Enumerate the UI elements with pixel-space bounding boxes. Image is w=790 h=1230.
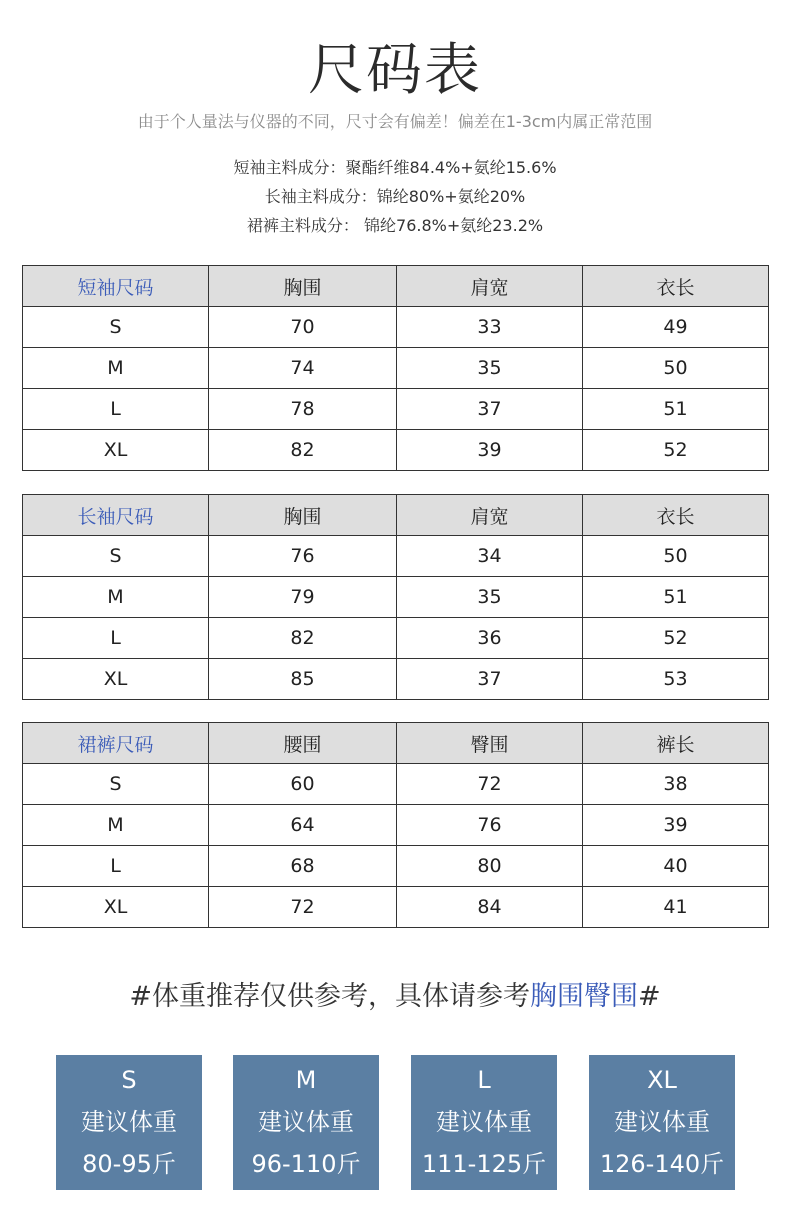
value-cell: 68 — [209, 846, 397, 887]
weight-card-m — [233, 1055, 379, 1190]
value-cell: 36 — [397, 618, 583, 659]
table-row — [23, 348, 769, 389]
card-range: 96-110斤 — [251, 1150, 361, 1178]
weight-card-xl — [589, 1055, 735, 1190]
size-cell: M — [23, 577, 209, 618]
value-cell: 37 — [397, 659, 583, 700]
value-cell: 39 — [583, 805, 769, 846]
note-prefix: #体重推荐仅供参考，具体请参考 — [129, 981, 530, 1012]
size-cell: M — [23, 805, 209, 846]
value-cell: 51 — [583, 389, 769, 430]
weight-card-l — [411, 1055, 557, 1190]
column-header: 衣长 — [583, 495, 769, 536]
value-cell: 76 — [209, 536, 397, 577]
card-range: 80-95斤 — [82, 1150, 176, 1178]
card-size: XL — [647, 1066, 677, 1094]
size-cell: XL — [23, 887, 209, 928]
value-cell: 80 — [397, 846, 583, 887]
card-label: 建议体重 — [258, 1108, 354, 1136]
size-cell: XL — [23, 659, 209, 700]
short-sleeve-size-table — [22, 265, 769, 471]
value-cell: 51 — [583, 577, 769, 618]
table-row — [23, 618, 769, 659]
value-cell: 53 — [583, 659, 769, 700]
value-cell: 35 — [397, 577, 583, 618]
table-row — [23, 430, 769, 471]
value-cell: 60 — [209, 764, 397, 805]
value-cell: 35 — [397, 348, 583, 389]
value-cell: 79 — [209, 577, 397, 618]
value-cell: 72 — [209, 887, 397, 928]
size-cell: S — [23, 307, 209, 348]
table-title: 短袖尺码 — [23, 266, 209, 307]
page-title: 尺码表 — [308, 38, 482, 103]
note-suffix: # — [638, 981, 661, 1012]
value-cell: 50 — [583, 348, 769, 389]
size-cell: S — [23, 536, 209, 577]
value-cell: 82 — [209, 430, 397, 471]
value-cell: 64 — [209, 805, 397, 846]
table-title: 裙裤尺码 — [23, 723, 209, 764]
size-cell: XL — [23, 430, 209, 471]
column-header: 胸围 — [209, 266, 397, 307]
note-highlight: 胸围臀围 — [530, 981, 638, 1012]
table-row — [23, 307, 769, 348]
column-header: 腰围 — [209, 723, 397, 764]
card-size: S — [121, 1066, 137, 1094]
value-cell: 74 — [209, 348, 397, 389]
card-size: L — [477, 1066, 491, 1094]
table-row — [23, 389, 769, 430]
fabric-long-sleeve: 长袖主料成分：锦纶80%+氨纶20% — [264, 187, 526, 206]
measurement-disclaimer: 由于个人量法与仪器的不同，尺寸会有偏差！偏差在1-3cm内属正常范围 — [137, 112, 653, 131]
value-cell: 33 — [397, 307, 583, 348]
column-header: 肩宽 — [397, 495, 583, 536]
column-header: 胸围 — [209, 495, 397, 536]
card-range: 126-140斤 — [599, 1150, 725, 1178]
value-cell: 37 — [397, 389, 583, 430]
size-cell: L — [23, 618, 209, 659]
table-row — [23, 659, 769, 700]
value-cell: 82 — [209, 618, 397, 659]
value-cell: 84 — [397, 887, 583, 928]
size-cell: S — [23, 764, 209, 805]
table-header-row — [23, 495, 769, 536]
card-label: 建议体重 — [436, 1108, 532, 1136]
column-header: 臀围 — [397, 723, 583, 764]
column-header: 裤长 — [583, 723, 769, 764]
column-header: 衣长 — [583, 266, 769, 307]
value-cell: 40 — [583, 846, 769, 887]
size-cell: L — [23, 846, 209, 887]
value-cell: 76 — [397, 805, 583, 846]
long-sleeve-size-table — [22, 494, 769, 700]
value-cell: 38 — [583, 764, 769, 805]
column-header: 肩宽 — [397, 266, 583, 307]
value-cell: 49 — [583, 307, 769, 348]
value-cell: 52 — [583, 618, 769, 659]
value-cell: 85 — [209, 659, 397, 700]
card-range: 111-125斤 — [421, 1150, 547, 1178]
value-cell: 52 — [583, 430, 769, 471]
size-cell: M — [23, 348, 209, 389]
value-cell: 78 — [209, 389, 397, 430]
table-row — [23, 536, 769, 577]
fabric-skirt-pants: 裙裤主料成分： 锦纶76.8%+氨纶23.2% — [246, 216, 544, 235]
skirt-pants-size-table — [22, 722, 769, 928]
size-cell: L — [23, 389, 209, 430]
value-cell: 50 — [583, 536, 769, 577]
value-cell: 41 — [583, 887, 769, 928]
fabric-short-sleeve: 短袖主料成分：聚酯纤维84.4%+氨纶15.6% — [233, 158, 557, 177]
table-title: 长袖尺码 — [23, 495, 209, 536]
value-cell: 70 — [209, 307, 397, 348]
table-row — [23, 577, 769, 618]
value-cell: 39 — [397, 430, 583, 471]
table-header-row — [23, 266, 769, 307]
weight-recommendation-note — [0, 975, 790, 1019]
table-row — [23, 805, 769, 846]
card-label: 建议体重 — [614, 1108, 710, 1136]
card-size: M — [295, 1066, 317, 1094]
value-cell: 34 — [397, 536, 583, 577]
weight-card-s — [56, 1055, 202, 1190]
value-cell: 72 — [397, 764, 583, 805]
table-header-row — [23, 723, 769, 764]
table-row — [23, 764, 769, 805]
card-label: 建议体重 — [81, 1108, 177, 1136]
table-row — [23, 846, 769, 887]
table-row — [23, 887, 769, 928]
